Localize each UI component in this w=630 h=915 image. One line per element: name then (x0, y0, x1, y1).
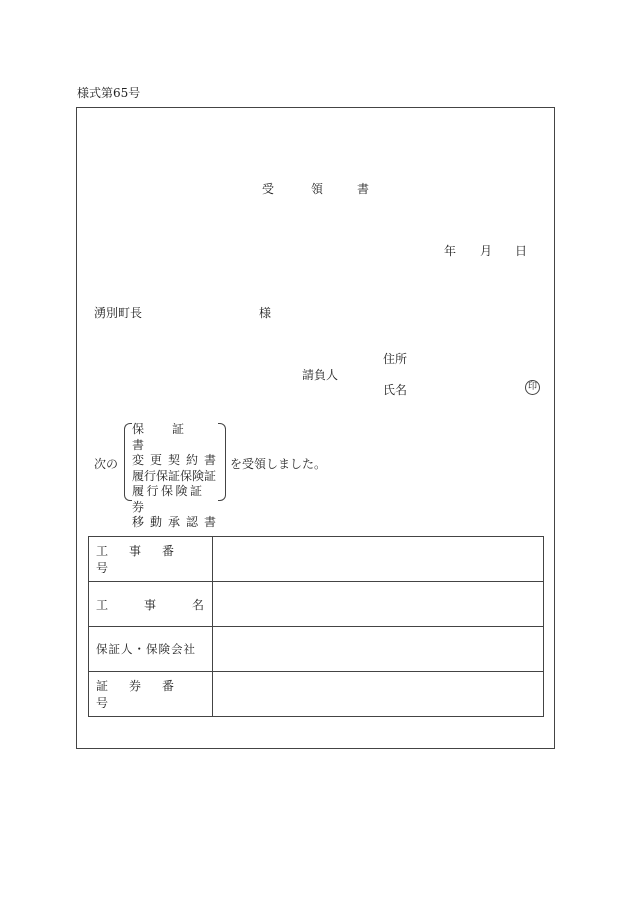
name-label: 氏名 (383, 383, 408, 397)
row-value-field[interactable] (213, 537, 544, 582)
table-row (89, 672, 544, 717)
row-label: 保証人・保険会社 (89, 627, 213, 672)
seal-icon: 印 (525, 380, 540, 395)
title-char-1: 受 (262, 182, 275, 196)
receipt-suffix: を受領しました。 (230, 457, 327, 471)
document-item: 履行保証保険証 (132, 468, 217, 483)
row-value-field[interactable] (213, 672, 544, 717)
contractor-label: 請負人 (302, 368, 339, 382)
row-label: 工事名 (89, 582, 213, 627)
date-day: 日 (515, 244, 528, 258)
addressee-honorific: 様 (259, 306, 272, 320)
row-value-field[interactable] (213, 627, 544, 672)
receipt-prefix: 次の (94, 457, 119, 471)
row-label: 工事番号 (89, 537, 213, 582)
date-year: 年 (444, 244, 457, 258)
address-label: 住所 (383, 352, 408, 366)
table-row (89, 537, 544, 582)
title-char-2: 領 (311, 182, 324, 196)
row-value-field[interactable] (213, 582, 544, 627)
title-char-3: 書 (357, 182, 370, 196)
document-item: 履行保険証券 (132, 484, 205, 514)
document-item: 変更契約書 (132, 453, 223, 467)
table-row (89, 582, 544, 627)
right-brace (218, 423, 226, 501)
details-table (88, 536, 544, 717)
document-item: 保証書 (132, 422, 213, 452)
left-brace (124, 423, 132, 501)
addressee-name: 湧別町長 (94, 306, 143, 320)
document-list (132, 422, 223, 531)
form-number: 様式第65号 (77, 86, 141, 100)
document-item: 移動承認書 (132, 515, 223, 529)
table-row (89, 627, 544, 672)
row-label: 証券番号 (89, 672, 213, 717)
date-month: 月 (480, 244, 493, 258)
